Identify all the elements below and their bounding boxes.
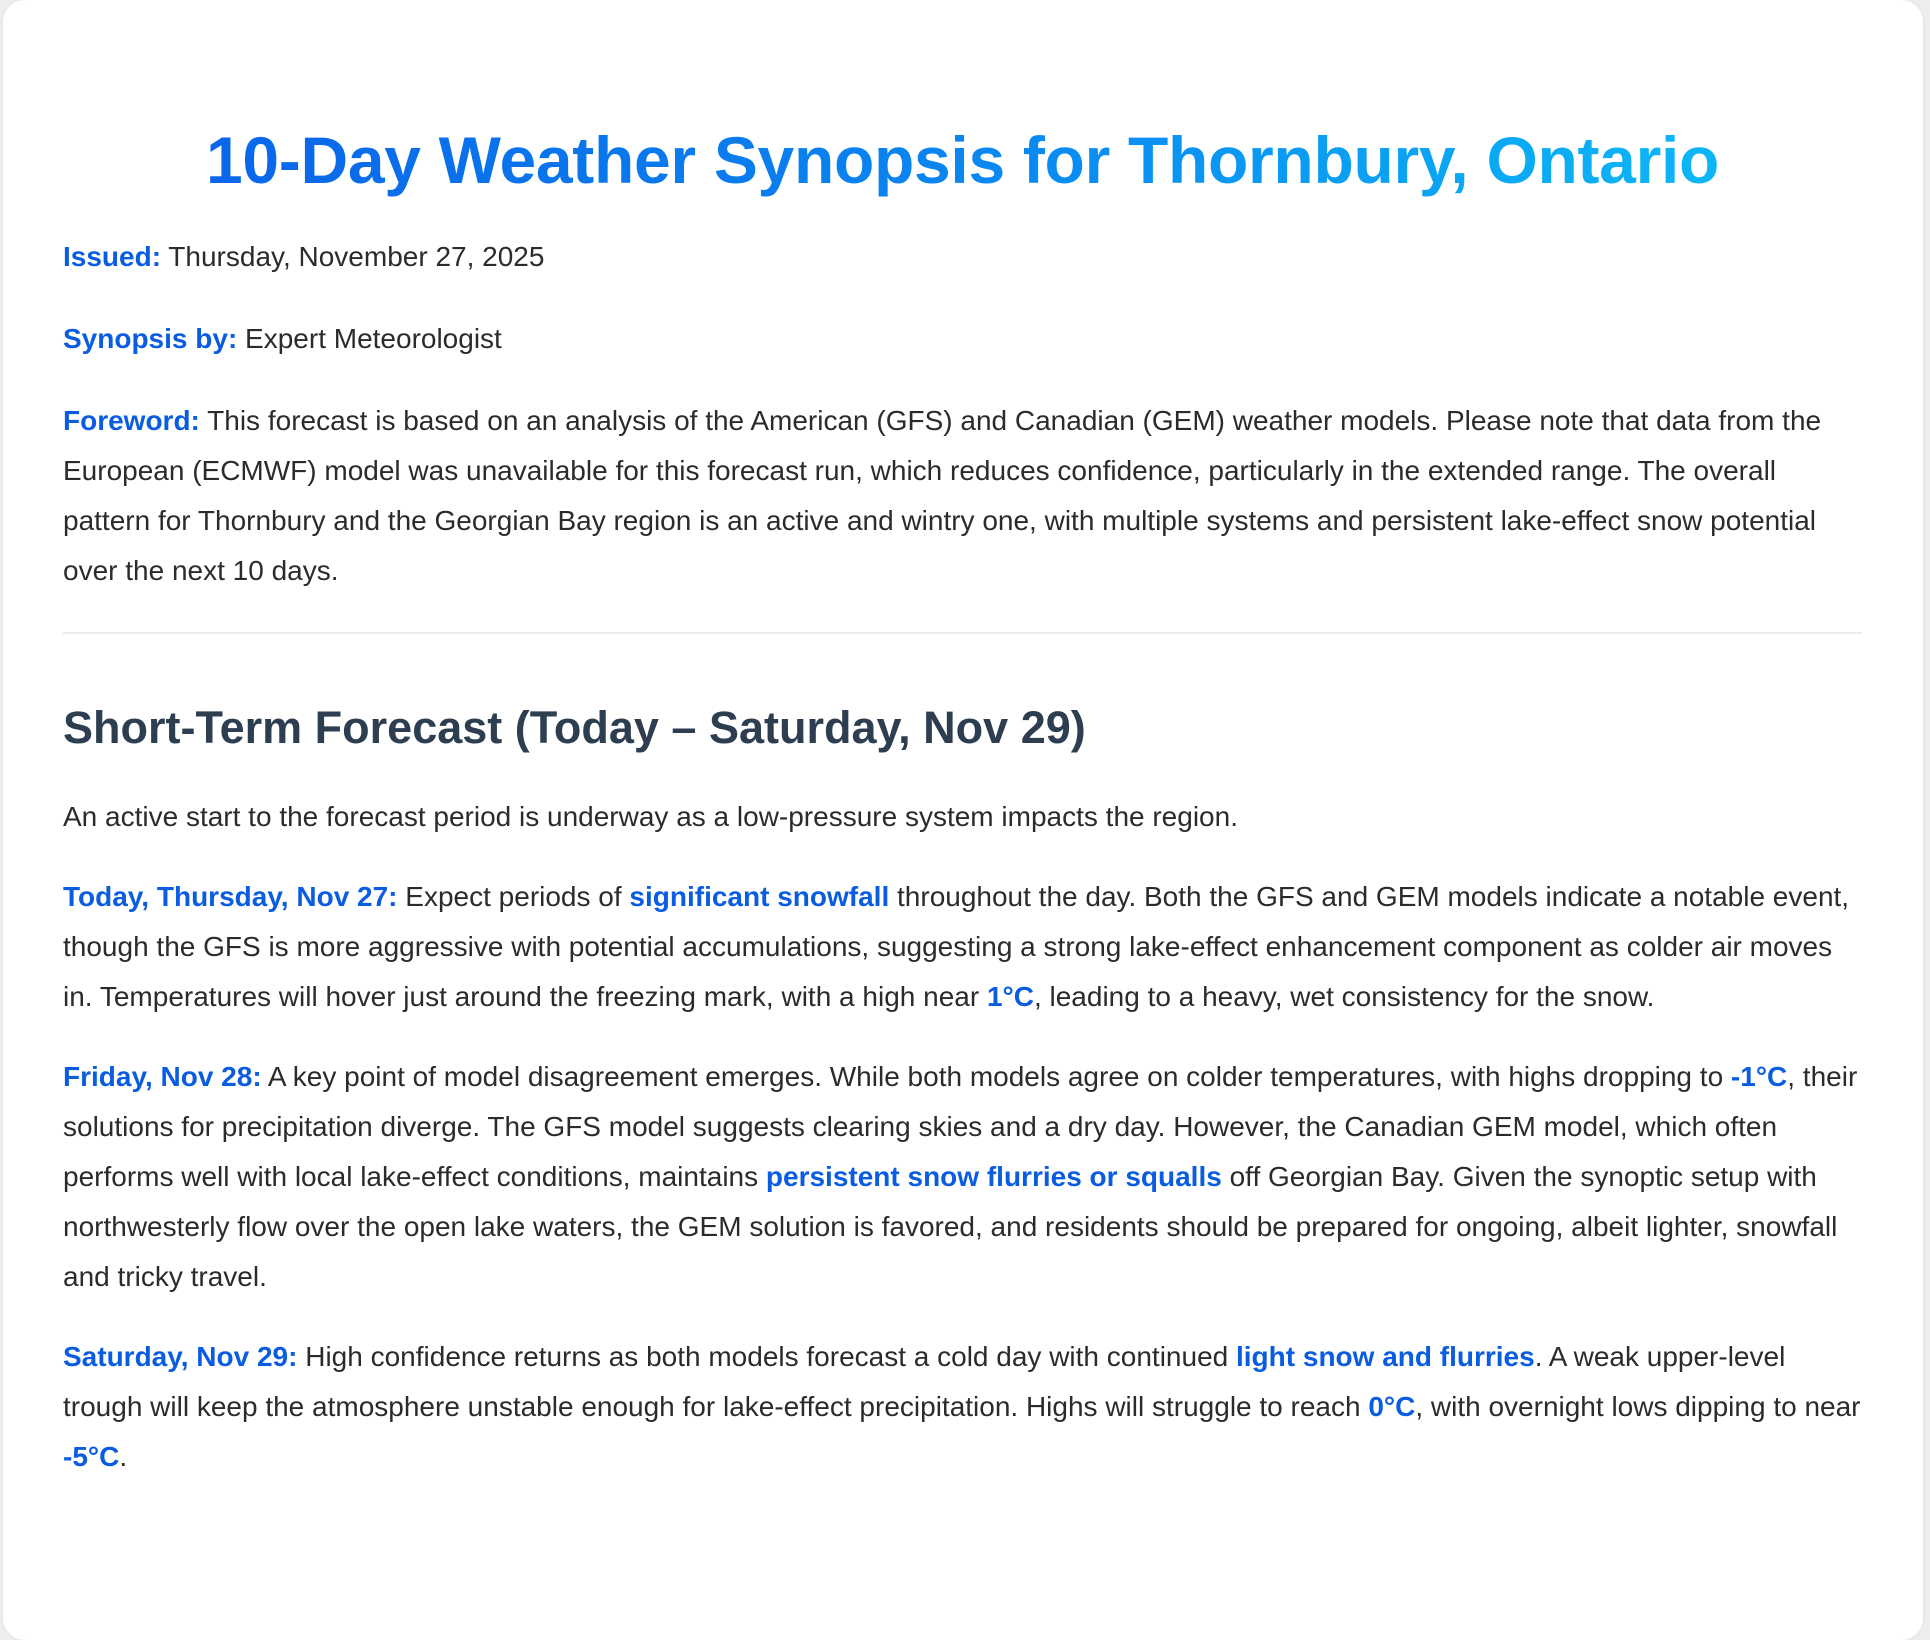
author-value: Expert Meteorologist xyxy=(237,323,502,354)
issued-value: Thursday, November 27, 2025 xyxy=(161,241,545,272)
highlight-temperature: -1°C xyxy=(1730,1061,1788,1092)
day-text: , leading to a heavy, wet consistency for the snow. xyxy=(1033,981,1655,1012)
author-line xyxy=(63,314,1862,364)
highlight-temperature-high: 0°C xyxy=(1368,1391,1416,1422)
day-text: , their solutions for precipitation diverge. The GFS model suggests clearing skies and a dry day. However, the Canadian GEM model, which often performs well with local lake-effect conditions, maintains xyxy=(63,1061,1858,1192)
issued-line xyxy=(63,232,1862,282)
day-text: , with overnight lows dipping to near xyxy=(1415,1391,1861,1422)
foreword-label: Foreword: xyxy=(63,405,200,436)
day-text: off Georgian Bay. Given the synoptic setup with northwesterly flow over the open lake waters, the GEM solution is favored, and residents should be prepared for ongoing, albeit lighter, snowfall and tricky travel. xyxy=(63,1161,1838,1292)
foreword-text: This forecast is based on an analysis of the American (GFS) and Canadian (GEM) weather models. Please note that data from the European (ECMWF) model was unavailable for this forecast run, which reduces confidence, particularly in the extended range. The overall pattern for Thornbury and the Georgian Bay region is an active and wintry one, with multiple systems and persistent lake-effect snow potential over the next 10 days. xyxy=(63,405,1822,586)
highlight-temperature: 1°C xyxy=(986,981,1034,1012)
author-label: Synopsis by: xyxy=(63,323,238,354)
highlight-temperature-low: -5°C xyxy=(63,1441,120,1472)
day-forecast-friday xyxy=(63,1052,1862,1302)
short-term-heading: Short-Term Forecast (Today – Saturday, Nov 29) xyxy=(63,702,1086,753)
issued-label: Issued: xyxy=(63,241,162,272)
page-title: 10-Day Weather Synopsis for Thornbury, Ontario xyxy=(63,0,1862,202)
foreword-paragraph xyxy=(63,396,1862,596)
synopsis-card xyxy=(3,0,1923,1640)
day-text: Expect periods of xyxy=(397,881,630,912)
day-text: . xyxy=(119,1441,128,1472)
section-divider xyxy=(63,632,1862,634)
day-label: Saturday, Nov 29: xyxy=(63,1341,298,1372)
day-label: Friday, Nov 28: xyxy=(63,1061,262,1092)
short-term-intro: An active start to the forecast period is underway as a low-pressure system impacts the region. xyxy=(63,801,1238,832)
day-forecast-saturday xyxy=(63,1332,1862,1482)
day-text: High confidence returns as both models forecast a cold day with continued xyxy=(297,1341,1236,1372)
day-text: throughout the day. Both the GFS and GEM models indicate a notable event, though the GFS is more aggressive with potential accumulations, suggesting a strong lake-effect enhancement component as colder air moves in. Temperatures will hover just around the freezing mark, with a high near xyxy=(63,881,1850,1012)
day-label: Today, Thursday, Nov 27: xyxy=(63,881,398,912)
day-forecast-thursday xyxy=(63,872,1862,1022)
highlight-condition: persistent snow flurries or squalls xyxy=(765,1161,1222,1192)
day-text: A key point of model disagreement emerges. While both models agree on colder temperatures, with highs dropping to xyxy=(261,1061,1731,1092)
day-text: . A weak upper-level trough will keep the atmosphere unstable enough for lake-effect precipitation. Highs will struggle to reach xyxy=(63,1341,1786,1422)
highlight-condition: significant snowfall xyxy=(629,881,890,912)
highlight-condition: light snow and flurries xyxy=(1236,1341,1535,1372)
